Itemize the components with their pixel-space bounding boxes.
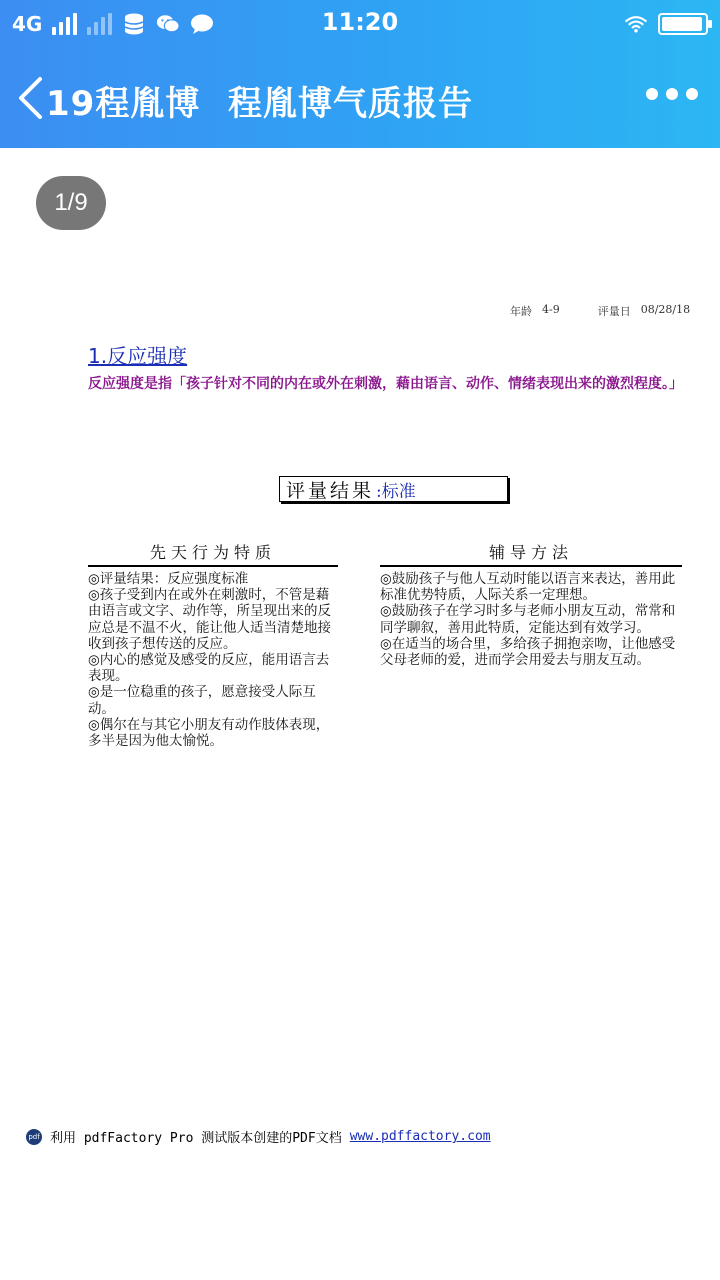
network-type: 4G [12, 12, 43, 36]
footer-link[interactable]: www.pdffactory.com [349, 1129, 491, 1144]
age-value: 4-9 [542, 303, 560, 316]
result-value: :标准 [376, 481, 416, 502]
list-item: ◎内心的感觉及感受的反应，能用语言去表现。 [88, 652, 330, 685]
list-item: ◎偶尔在与其它小朋友有动作肢体表现，多半是因为他太愉悦。 [88, 716, 330, 750]
pdf-footer [26, 1127, 491, 1146]
section-title: 1.反应强度 [88, 344, 188, 368]
top-header [0, 0, 720, 148]
back-button-label[interactable]: 19程胤博 [46, 84, 201, 124]
footer-text: 利用 pdfFactory Pro 测试版本创建的PDF文档 [50, 1131, 342, 1146]
page-title: 程胤博气质报告 [228, 84, 473, 124]
back-icon[interactable] [16, 74, 46, 122]
list-item: ◎孩子受到内在或外在刺激时，不管是藉由语言或文字、动作等，所呈现出来的反应总是不温不火，能让他人适当清楚地接收到孩子想传送的反应。 [88, 587, 331, 652]
date-label: 评量日 [597, 305, 631, 318]
list-item: ◎鼓励孩子在学习时多与老师小朋友互动，常常和同学聊叙，善用此特质，定能达到有效学习。 [380, 603, 676, 636]
page-indicator: 1/9 [36, 176, 106, 230]
pdffactory-logo-icon: pdf [26, 1129, 42, 1145]
wifi-icon [624, 12, 648, 36]
guidance-heading: 辅导方法 [380, 540, 682, 567]
list-item: ◎在适当的场合里，多给孩子拥抱亲吻，让他感受父母老师的爱，进而学会用爱去与朋友互动。 [380, 635, 676, 669]
document-meta [510, 303, 690, 319]
list-item: ◎鼓励孩子与他人互动时能以语言来表达，善用此标准优势特质，人际关系一定理想。 [380, 571, 676, 604]
result-label: 评量结果 [286, 479, 375, 502]
status-bar [0, 0, 720, 48]
innate-traits-list [88, 571, 338, 749]
meta-spacer [570, 303, 588, 319]
battery-icon [658, 13, 708, 35]
date-value: 08/28/18 [640, 303, 691, 316]
list-item: ◎评量结果：反应强度标准 [88, 571, 249, 587]
guidance-list [380, 571, 682, 668]
battery-level [662, 17, 702, 31]
list-item: ◎是一位稳重的孩子，愿意接受人际互动。 [88, 684, 316, 717]
section-definition: 反应强度是指「孩子针对不同的内在或外在刺激，藉由语言、动作、情绪表现出来的激烈程度。」 [88, 376, 683, 392]
innate-traits-heading: 先天行为特质 [88, 540, 338, 567]
navigation-bar [0, 48, 720, 148]
guidance-column [380, 540, 682, 668]
result-box [279, 476, 508, 502]
clock: 11:20 [321, 8, 399, 36]
age-label: 年龄 [510, 305, 532, 318]
status-right [624, 12, 708, 36]
innate-traits-column [88, 540, 338, 749]
more-dots-icon[interactable] [646, 88, 698, 100]
